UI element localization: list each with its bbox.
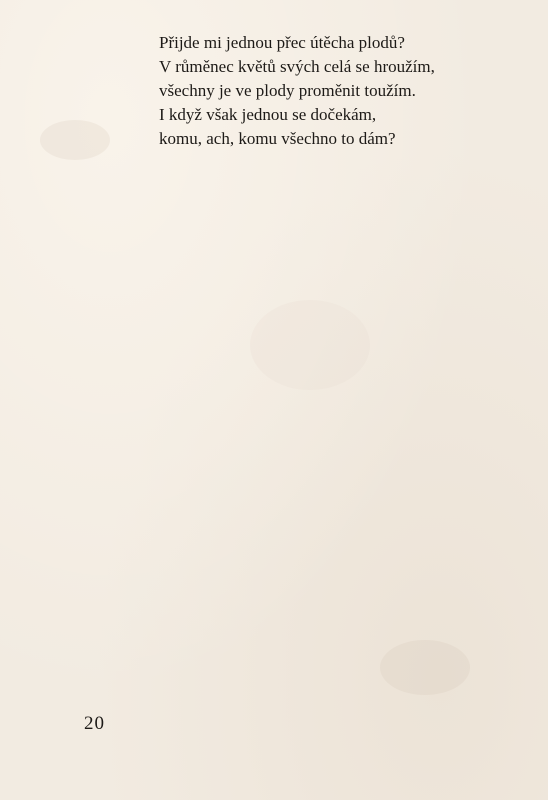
- paper-stain: [40, 120, 110, 160]
- poem-line-2: V růměnec květů svých celá se hroužím,: [159, 57, 435, 76]
- poem-line-1: Přijde mi jednou přec útěcha plodů?: [159, 33, 405, 52]
- paper-stain: [380, 640, 470, 695]
- poem-line-5: komu, ach, komu všechno to dám?: [159, 129, 396, 148]
- poem-stanza: [159, 31, 529, 151]
- poem-line-3: všechny je ve plody proměnit toužím.: [159, 81, 416, 100]
- poem-line-4: I když však jednou se dočekám,: [159, 105, 377, 124]
- page-number: 20: [84, 713, 105, 734]
- paper-stain: [250, 300, 370, 390]
